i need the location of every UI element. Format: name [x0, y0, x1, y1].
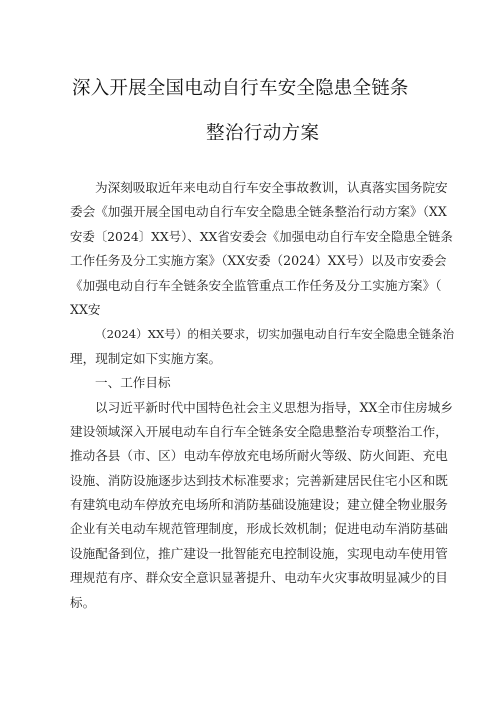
- paragraph-line: 推动各县（市、区）电动车停放充电场所耐火等级、防火间距、充电: [70, 448, 448, 464]
- paragraph-line: 设施配备到位，推广建设一批智能充电控制设施，实现电动车使用管: [70, 545, 448, 561]
- paragraph-line: 设施、消防设施逐步达到技术标准要求；完善新建居民住宅小区和既: [70, 472, 448, 488]
- paragraph-line: 委会《加强开展全国电动自行车安全隐患全链条整治行动方案》（XX: [70, 204, 447, 220]
- document-title-line-1: 深入开展全国电动自行车安全隐患全链条: [72, 78, 409, 99]
- document-body: [70, 176, 458, 615]
- paragraph-line: 理规范有序、群众安全意识显著提升、电动车火灾事故明显减少的目: [70, 570, 448, 586]
- paragraph-line: （2024）XX号）的相关要求，切实加强电动自行车安全隐患全链条治: [95, 327, 455, 342]
- paragraph-line: 理，现制定如下实施方案。: [70, 350, 222, 366]
- paragraph-line: 标。: [70, 594, 96, 610]
- paragraph-line: 为深刻吸取近年来电动自行车安全事故教训，认真落实国务院安: [95, 180, 448, 195]
- paragraph-line: 企业有关电动车规范管理制度，形成长效机制；促进电动车消防基础: [70, 521, 448, 537]
- document-title-line-2: 整治行动方案: [206, 123, 320, 144]
- section-heading: 一、工作目标: [95, 375, 171, 391]
- paragraph-line: XX安: [70, 301, 101, 317]
- paragraph-line: 《加强电动自行车全链条安全监管重点工作任务及分工实施方案》（: [70, 277, 442, 293]
- paragraph-line: 安委〔2024〕XX号）、XX省安委会《加强电动自行车安全隐患全链条: [70, 228, 453, 244]
- paragraph-line: 有建筑电动车停放充电场所和消防基础设施建设；建立健全物业服务: [70, 497, 448, 513]
- paragraph-line: 建设领域深入开展电动车自行车全链条安全隐患整治专项整治工作，: [70, 423, 448, 439]
- paragraph-line: 工作任务及分工实施方案》（XX安委（2024）XX号）以及市安委会: [70, 253, 447, 269]
- paragraph-line: 以习近平新时代中国特色社会主义思想为指导，XX全市住房城乡: [95, 399, 453, 415]
